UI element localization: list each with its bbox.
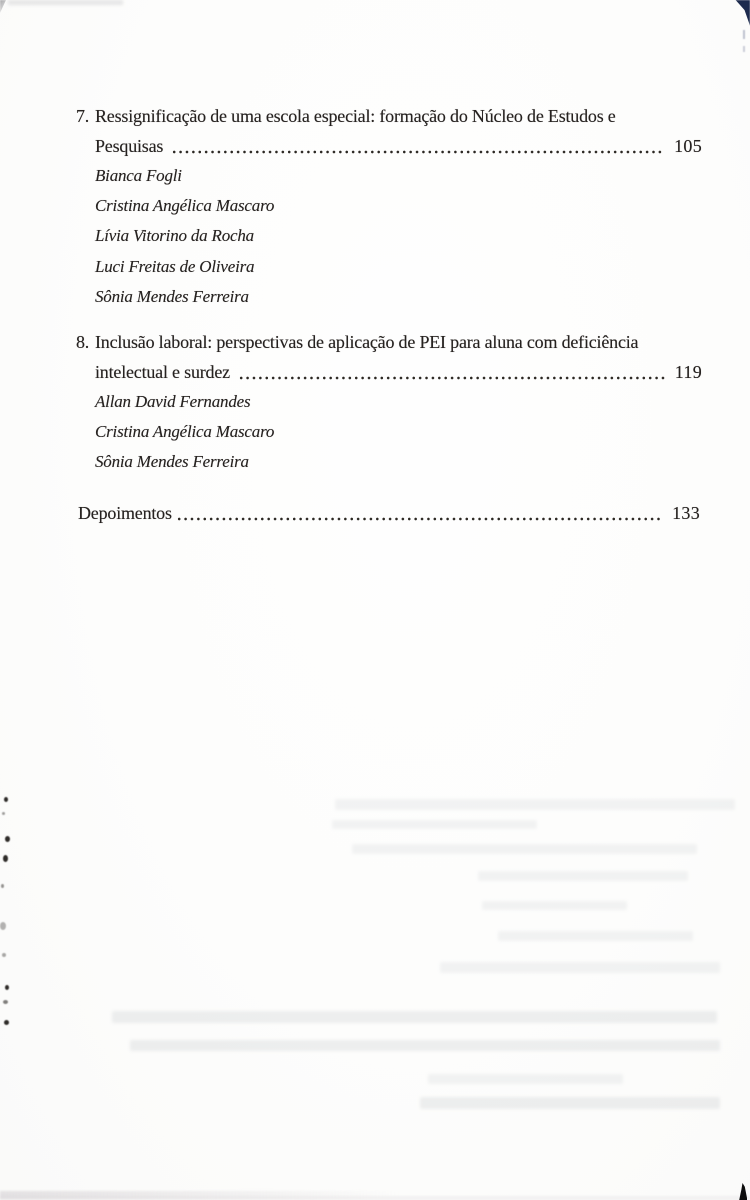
author-name: Cristina Angélica Mascaro [95,422,275,442]
edge-speck [1,884,4,888]
edge-speck [4,1020,9,1025]
dot-leader [176,517,663,521]
toc-entry-depoimentos [78,498,700,528]
entry-title-line1 [76,327,702,357]
scan-smudge-bottom [0,1191,400,1199]
show-through-artifact [420,1097,720,1109]
show-through-artifact [112,1011,717,1023]
entry-authors [95,387,702,478]
entry-title-line [78,498,700,528]
corner-ink-mark [734,0,750,28]
show-through-artifact [498,931,693,941]
edge-speck [4,797,8,802]
dot-leader [238,376,666,380]
edge-speck [3,1000,8,1004]
corner-ink-mark-bottom [737,1183,747,1200]
entry-page-number: 105 [674,136,702,156]
edge-ink-dash [743,46,745,52]
entry-title-text: Ressignificação de uma escola especial: formação do Núcleo de Estudos e [95,106,616,126]
scan-smudge-top [8,0,123,5]
author-name: Cristina Angélica Mascaro [95,196,275,216]
edge-speck [3,855,8,862]
edge-speck [5,836,10,842]
corner-scan-sliver [0,0,10,13]
show-through-artifact [440,962,720,973]
edge-speck [5,985,9,990]
entry-title-line1 [76,101,702,131]
entry-title-continuation: Pesquisas [95,136,164,156]
entry-number: 8. [76,332,90,352]
entry-title-line2 [95,131,702,161]
edge-speck [2,812,5,815]
toc-entry-7 [76,101,702,312]
edge-ink-dash [743,30,745,39]
edge-speck [2,953,6,957]
scan-smudge-bottom [0,1196,750,1200]
entry-authors [95,161,702,312]
entry-title-text: Inclusão laboral: perspectivas de aplicação de PEI para aluna com deficiência [95,332,639,352]
show-through-artifact [332,820,537,829]
author-name: Allan David Fernandes [95,392,251,411]
show-through-artifact [352,844,697,854]
show-through-artifact [428,1074,623,1084]
entry-number: 7. [76,106,90,126]
show-through-artifact [130,1040,720,1051]
author-name: Bianca Fogli [95,166,182,185]
dot-leader [171,150,665,154]
show-through-artifact [478,871,688,881]
entry-title-text: Depoimentos [78,503,172,523]
author-name: Lívia Vitorino da Rocha [95,226,254,246]
author-name: Sônia Mendes Ferreira [95,452,249,472]
entry-page-number: 133 [672,503,700,523]
show-through-artifact [335,799,735,810]
entry-title-continuation: intelectual e surdez [95,362,230,382]
edge-speck [0,922,6,930]
toc-entry-8 [76,327,702,478]
entry-title-line2 [95,357,702,387]
author-name: Sônia Mendes Ferreira [95,286,249,306]
entry-page-number: 119 [674,362,702,382]
show-through-artifact [482,901,627,910]
author-name: Luci Freitas de Oliveira [95,256,255,276]
